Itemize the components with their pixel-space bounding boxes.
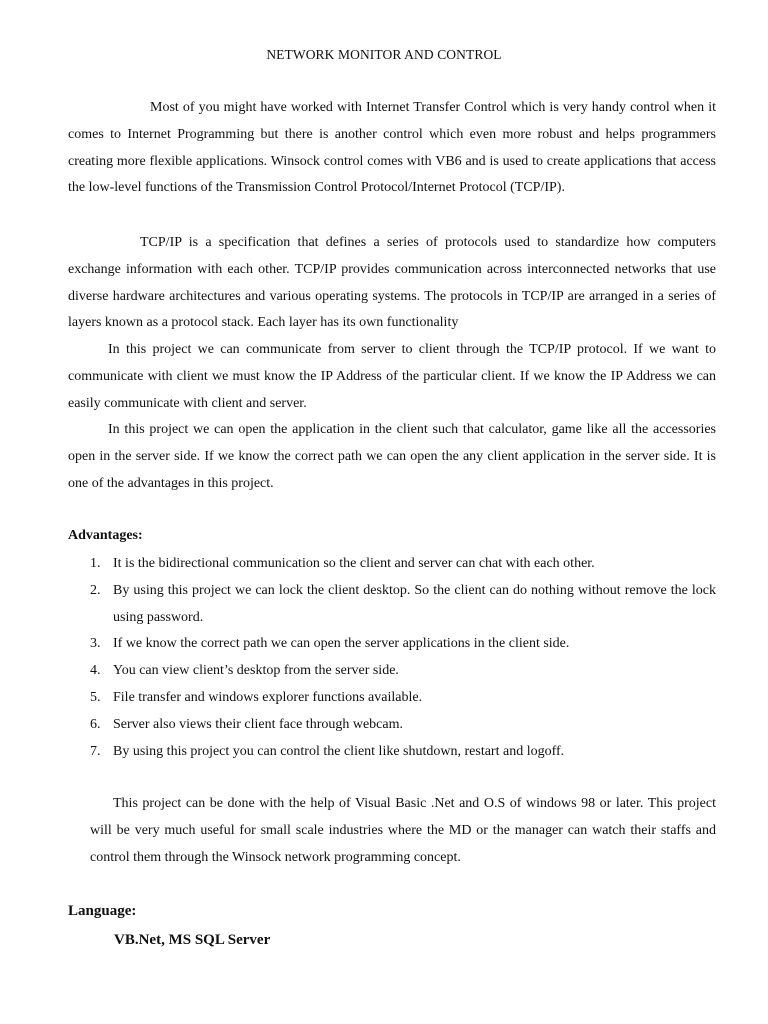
list-item [68, 551, 716, 578]
language-heading: Language: [68, 903, 137, 919]
list-item-text: It is the bidirectional communication so the client and server can chat with each other. [113, 556, 595, 571]
list-item-text: By using this project you can control the client like shutdown, restart and logoff. [113, 743, 565, 759]
paragraph-intro: Most of you might have worked with Internet Transfer Control which is very handy control when it comes to Internet Programming but there is another control which even more robust and helps programmers creating more flexible applications. Winsock control comes with VB6 and is used to create applications that access the low-level functions of the Transmission Control Protocol/Internet Protocol (TCP/IP). [68, 100, 716, 196]
list-item-number: 3. [90, 636, 101, 652]
paragraph-open-application: In this project we can open the application in the client such that calculator, game like all the accessories open in the server side. If we know the correct path we can open the any client application in the server side. It is one of the advantages in this project. [68, 422, 716, 491]
list-item [68, 685, 716, 712]
paragraph-closing: This project can be done with the help of Visual Basic .Net and O.S of windows 98 or later. This project will be very much useful for small scale industries where the MD or the manager can watch their staffs and control them through the Winsock network programming concept. [90, 796, 716, 865]
list-item-number: 7. [90, 743, 101, 759]
list-item-text: You can view client’s desktop from the server side. [113, 663, 399, 679]
list-item-text: If we know the correct path we can open the server applications in the client side. [113, 636, 570, 652]
list-item [68, 712, 716, 739]
list-item-text: Server also views their client face through webcam. [113, 716, 404, 732]
list-item-number: 2. [90, 582, 101, 598]
list-item-number: 4. [90, 663, 101, 679]
paragraph-communicate: In this project we can communicate from server to client through the TCP/IP protocol. If we want to communicate with client we must know the IP Address of the particular client. If we know the IP Address we can easily communicate with client and server. [68, 342, 716, 411]
list-item [68, 578, 716, 632]
list-item-number: 1. [90, 556, 101, 571]
list-item-number: 5. [90, 689, 101, 705]
paragraph-tcpip: TCP/IP is a specification that defines a series of protocols used to standardize how computers exchange information with each other. TCP/IP provides communication across interconnected networks that use diverse hardware architectures and various operating systems. The protocols in TCP/IP are arranged in a series of layers known as a protocol stack. Each layer has its own functionality [68, 235, 716, 331]
list-item [68, 739, 716, 766]
document-title: NETWORK MONITOR AND CONTROL [266, 47, 502, 62]
language-value: VB.Net, MS SQL Server [114, 932, 271, 948]
advantages-list [68, 551, 716, 765]
list-item-text: By using this project we can lock the client desktop. So the client can do nothing without remove the lock using password. [113, 582, 716, 625]
list-item [68, 631, 716, 658]
list-item-text: File transfer and windows explorer functions available. [113, 689, 423, 705]
advantages-heading: Advantages: [68, 528, 143, 543]
list-item-number: 6. [90, 716, 101, 732]
list-item [68, 658, 716, 685]
